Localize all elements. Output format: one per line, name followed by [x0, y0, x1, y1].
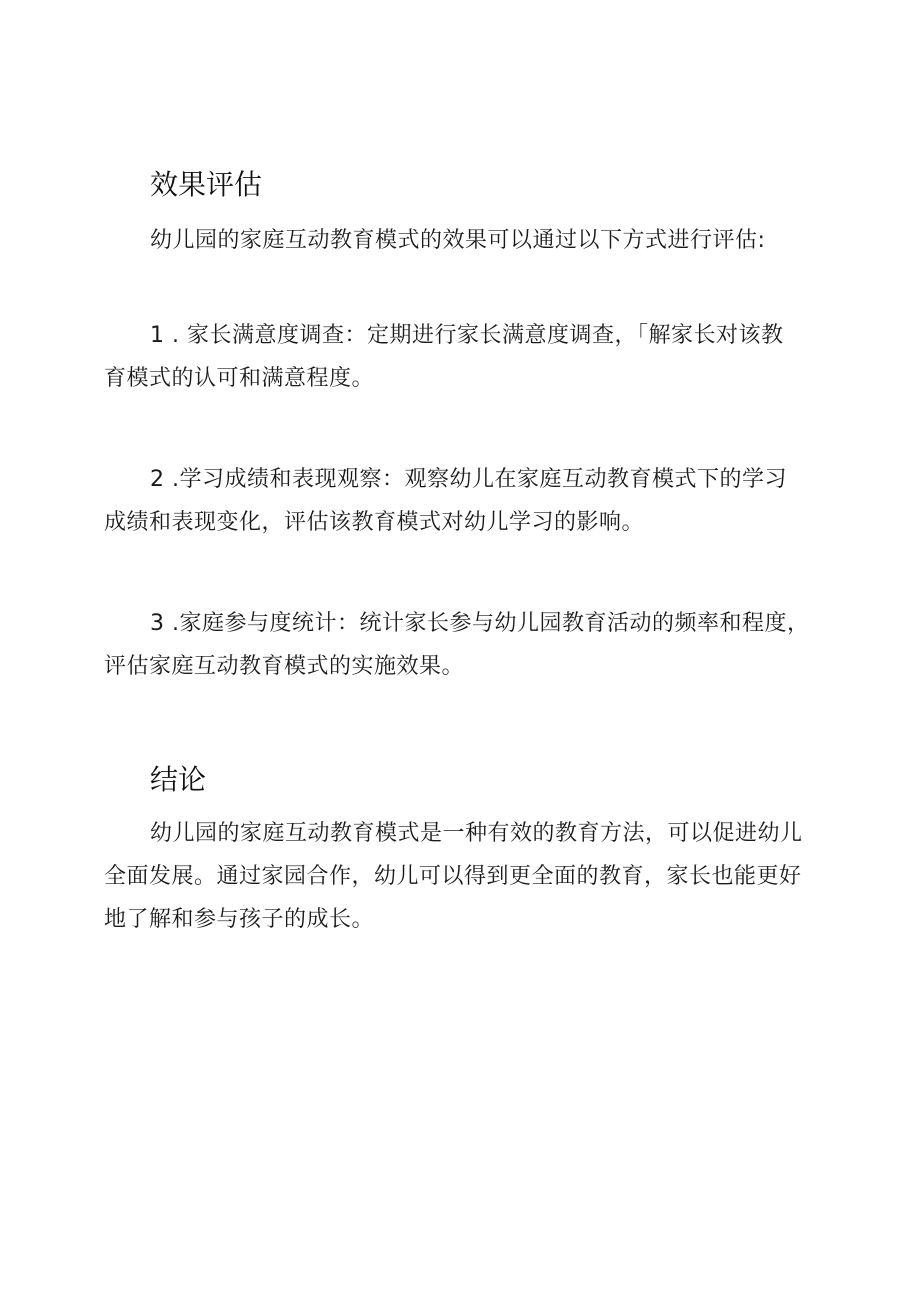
- conclusion-paragraph: [104, 812, 824, 941]
- evaluation-item-1: [104, 314, 824, 400]
- evaluation-item-3: [104, 602, 824, 688]
- section-heading-evaluation: 效果评估: [150, 168, 263, 201]
- evaluation-item-3-line-1: 3 .家庭参与度统计：统计家长参与幼儿园教育活动的频率和程度，: [150, 611, 810, 636]
- evaluation-item-3-line-2: 评估家庭互动教育模式的实施效果。: [104, 654, 465, 679]
- section-heading-conclusion: 结论: [150, 763, 207, 796]
- evaluation-intro-line: 幼儿园的家庭互动教育模式的效果可以通过以下方式进行评估:: [150, 228, 766, 253]
- evaluation-item-1-line-1: 1 . 家长满意度调查：定期进行家长满意度调查，「解家长对该教: [150, 323, 784, 348]
- conclusion-line-1: 幼儿园的家庭互动教育模式是一种有效的教育方法，可以促进幼儿: [150, 821, 803, 846]
- evaluation-item-2-line-1: 2 .学习成绩和表现观察：观察幼儿在家庭互动教育模式下的学习: [150, 467, 787, 492]
- evaluation-item-2-line-2: 成绩和表现变化，评估该教育模式对幼儿学习的影响。: [104, 510, 645, 535]
- conclusion-line-3: 地了解和参与孩子的成长。: [104, 907, 375, 932]
- evaluation-item-1-line-2: 育模式的认可和满意程度。: [104, 366, 375, 391]
- conclusion-line-2: 全面发展。通过家园合作，幼儿可以得到更全面的教育，家长也能更好: [104, 864, 802, 889]
- evaluation-intro-paragraph: [104, 219, 824, 262]
- evaluation-item-2: [104, 458, 824, 544]
